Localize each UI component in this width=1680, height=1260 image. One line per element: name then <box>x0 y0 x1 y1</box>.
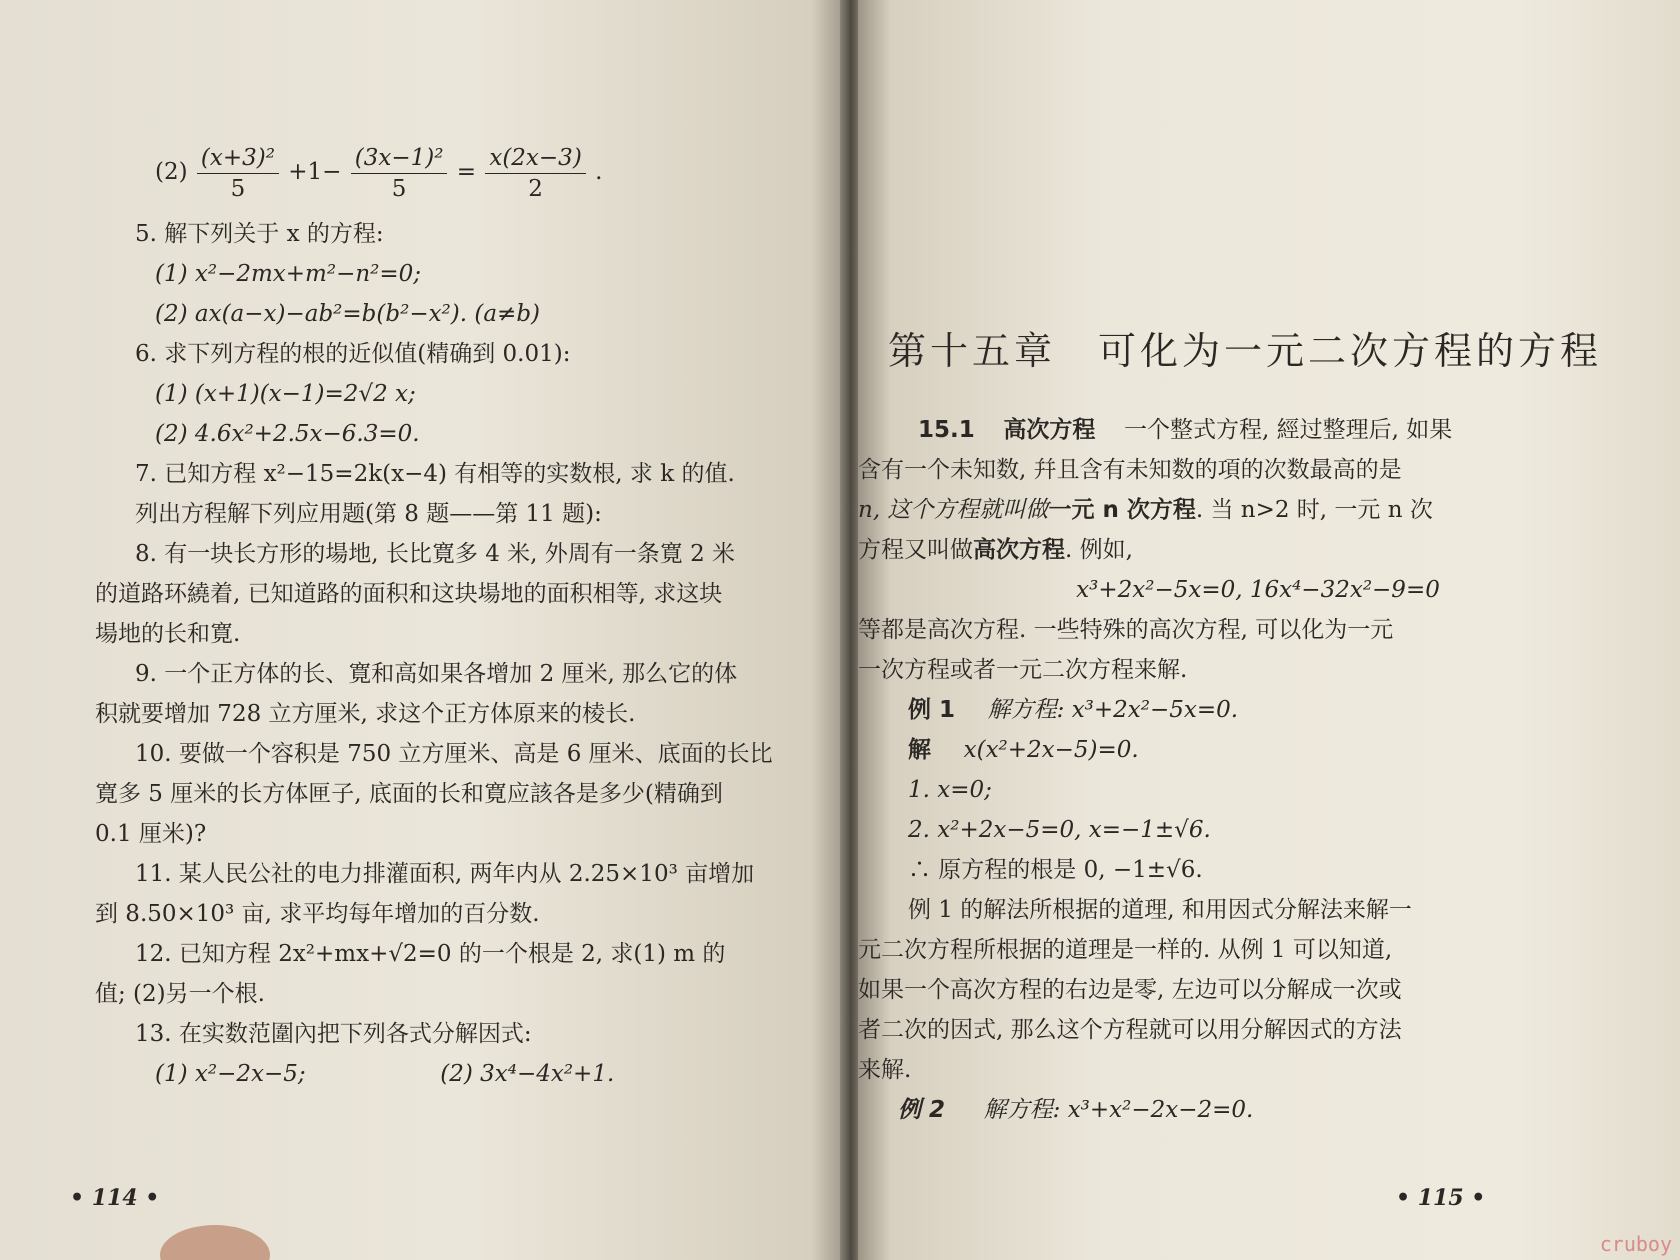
solution-step-1: 1. x=0; <box>908 777 992 803</box>
denominator: 5 <box>391 175 407 202</box>
example-1 <box>858 690 1658 730</box>
exercise-5-1: (1) x²−2mx+m²−n²=0; <box>155 261 422 287</box>
fraction-3 <box>485 143 585 204</box>
exercise-12-line1: 12. 已知方程 2x²+mx+√2=0 的一个根是 2, 求(1) m 的 <box>135 941 726 967</box>
example-2 <box>858 1090 1658 1130</box>
chapter-title: 第十五章 可化为一元二次方程的方程 <box>888 329 1603 373</box>
page-number-right: • 115 • <box>1396 1185 1486 1211</box>
para1-line4 <box>858 530 1658 570</box>
exercise-5-2: (2) ax(a−x)−ab²=b(b²−x²). (a≠b) <box>155 301 541 327</box>
exercise-9-line1: 9. 一个正方体的长、寛和高如果各增加 2 厘米, 那么它的体 <box>135 661 738 687</box>
exercise-13: 13. 在实数范圍內把下列各式分解因式: <box>135 1021 532 1047</box>
exercise-8-line3: 場地的长和寛. <box>95 621 241 647</box>
exercise-9-line2: 积就要增加 728 立方厘米, 求这个正方体原来的棱长. <box>95 701 636 727</box>
example-equations: x³+2x²−5x=0, 16x⁴−32x²−9=0 <box>1076 577 1440 603</box>
section-number: 15.1 <box>918 417 975 443</box>
para3-line1: 例 1 的解法所根据的道理, 和用因式分解法来解一 <box>908 897 1412 923</box>
applied-problems-heading: 列出方程解下列应用题(第 8 题——第 11 题): <box>135 501 602 527</box>
para2-line2: 一次方程或者一元二次方程来解. <box>858 657 1188 683</box>
exercise-12-line2: 值; (2)另一个根. <box>95 981 265 1007</box>
text: . 当 n>2 时, 一元 n 次 <box>1195 497 1433 523</box>
solution-label: 解 <box>908 737 931 763</box>
denominator: 5 <box>230 175 246 202</box>
exercise-6: 6. 求下列方程的根的近似值(精确到 0.01): <box>135 341 571 367</box>
thumb-shadow <box>160 1225 270 1260</box>
solution-conclusion: ∴ 原方程的根是 0, −1±√6. <box>908 857 1203 883</box>
solution-step-2: 2. x²+2x−5=0, x=−1±√6. <box>908 817 1211 843</box>
exercise-10-line1: 10. 要做一个容积是 750 立方厘米、高是 6 厘米、底面的长比 <box>135 741 773 767</box>
numerator: x(2x−3) <box>485 143 585 174</box>
numerator: (x+3)² <box>197 143 279 174</box>
exercise-8-line2: 的道路环繞着, 已知道路的面积和这块場地的面积相等, 求这块 <box>95 581 723 607</box>
operator: = <box>456 159 477 185</box>
exercise-13-1: (1) x²−2x−5; <box>155 1061 306 1087</box>
period: . <box>595 159 603 185</box>
para3-line2: 元二次方程所根据的道理是一样的. 从例 1 可以知道, <box>858 937 1393 963</box>
term-higher-degree: 高次方程 <box>973 537 1065 563</box>
exercise-10-line3: 0.1 厘米)? <box>95 821 207 847</box>
exercise-4-2 <box>95 130 815 214</box>
denominator: 2 <box>528 175 543 202</box>
para3-line5: 来解. <box>858 1057 912 1083</box>
exercise-6-2: (2) 4.6x²+2.5x−6.3=0. <box>155 421 420 447</box>
example-1-text: 解方程: x³+2x²−5x=0. <box>987 697 1239 723</box>
exercise-11-line1: 11. 某人民公社的电力排灌面积, 两年内从 2.25×10³ 亩增加 <box>135 861 755 887</box>
para2-line1: 等都是高次方程. 一些特殊的高次方程, 可以化为一元 <box>858 617 1394 643</box>
para3-line3: 如果一个高次方程的右边是零, 左边可以分解成一次或 <box>858 977 1402 1003</box>
solution <box>858 730 1658 770</box>
exercise-13-2: (2) 3x⁴−4x²+1. <box>440 1061 615 1087</box>
text: 方程又叫做 <box>858 537 973 563</box>
section-title: 高次方程 <box>1003 417 1096 443</box>
text: n, 这个方程就叫做 <box>858 497 1049 523</box>
operator: +1− <box>288 159 342 185</box>
exercise-8-line1: 8. 有一块长方形的場地, 长比寛多 4 米, 外周有一条寛 2 米 <box>135 541 736 567</box>
para1-rest: 一个整式方程, 經过整理后, 如果 <box>1124 417 1453 443</box>
fraction-1 <box>197 143 279 204</box>
exercise-5: 5. 解下列关于 x 的方程: <box>135 221 384 247</box>
exercise-7: 7. 已知方程 x²−15=2k(x−4) 有相等的实数根, 求 k 的值. <box>135 461 735 487</box>
example-1-label: 例 1 <box>908 697 956 723</box>
numerator: (3x−1)² <box>351 143 448 174</box>
page-number-left: • 114 • <box>70 1185 160 1211</box>
text: . 例如, <box>1065 537 1133 563</box>
solution-text: x(x²+2x−5)=0. <box>963 737 1139 763</box>
section-heading-line <box>858 410 1658 450</box>
left-text-block <box>95 130 815 1094</box>
right-text-block <box>858 410 1658 1130</box>
example-2-label: 例 2 <box>898 1097 946 1123</box>
exercise-10-line2: 寛多 5 厘米的长方体匣子, 底面的长和寛应該各是多少(精确到 <box>95 781 723 807</box>
item-label: (2) <box>155 159 188 185</box>
exercise-13-items <box>95 1054 815 1094</box>
right-page <box>858 0 1680 1260</box>
exercise-11-line2: 到 8.50×10³ 亩, 求平均每年增加的百分数. <box>95 901 540 927</box>
watermark: cruboy <box>1599 1232 1672 1256</box>
para1-line2: 含有一个未知数, 幷且含有未知数的項的次数最高的是 <box>858 457 1402 483</box>
exercise-6-1: (1) (x+1)(x−1)=2√2 x; <box>155 381 416 407</box>
para1-line3 <box>858 490 1658 530</box>
para3-line4: 者二次的因式, 那么这个方程就可以用分解因式的方法 <box>858 1017 1402 1043</box>
example-2-text: 解方程: x³+x²−2x−2=0. <box>983 1097 1254 1123</box>
fraction-2 <box>351 143 448 204</box>
term-nth-degree: 一元 n 次方程 <box>1048 497 1196 523</box>
